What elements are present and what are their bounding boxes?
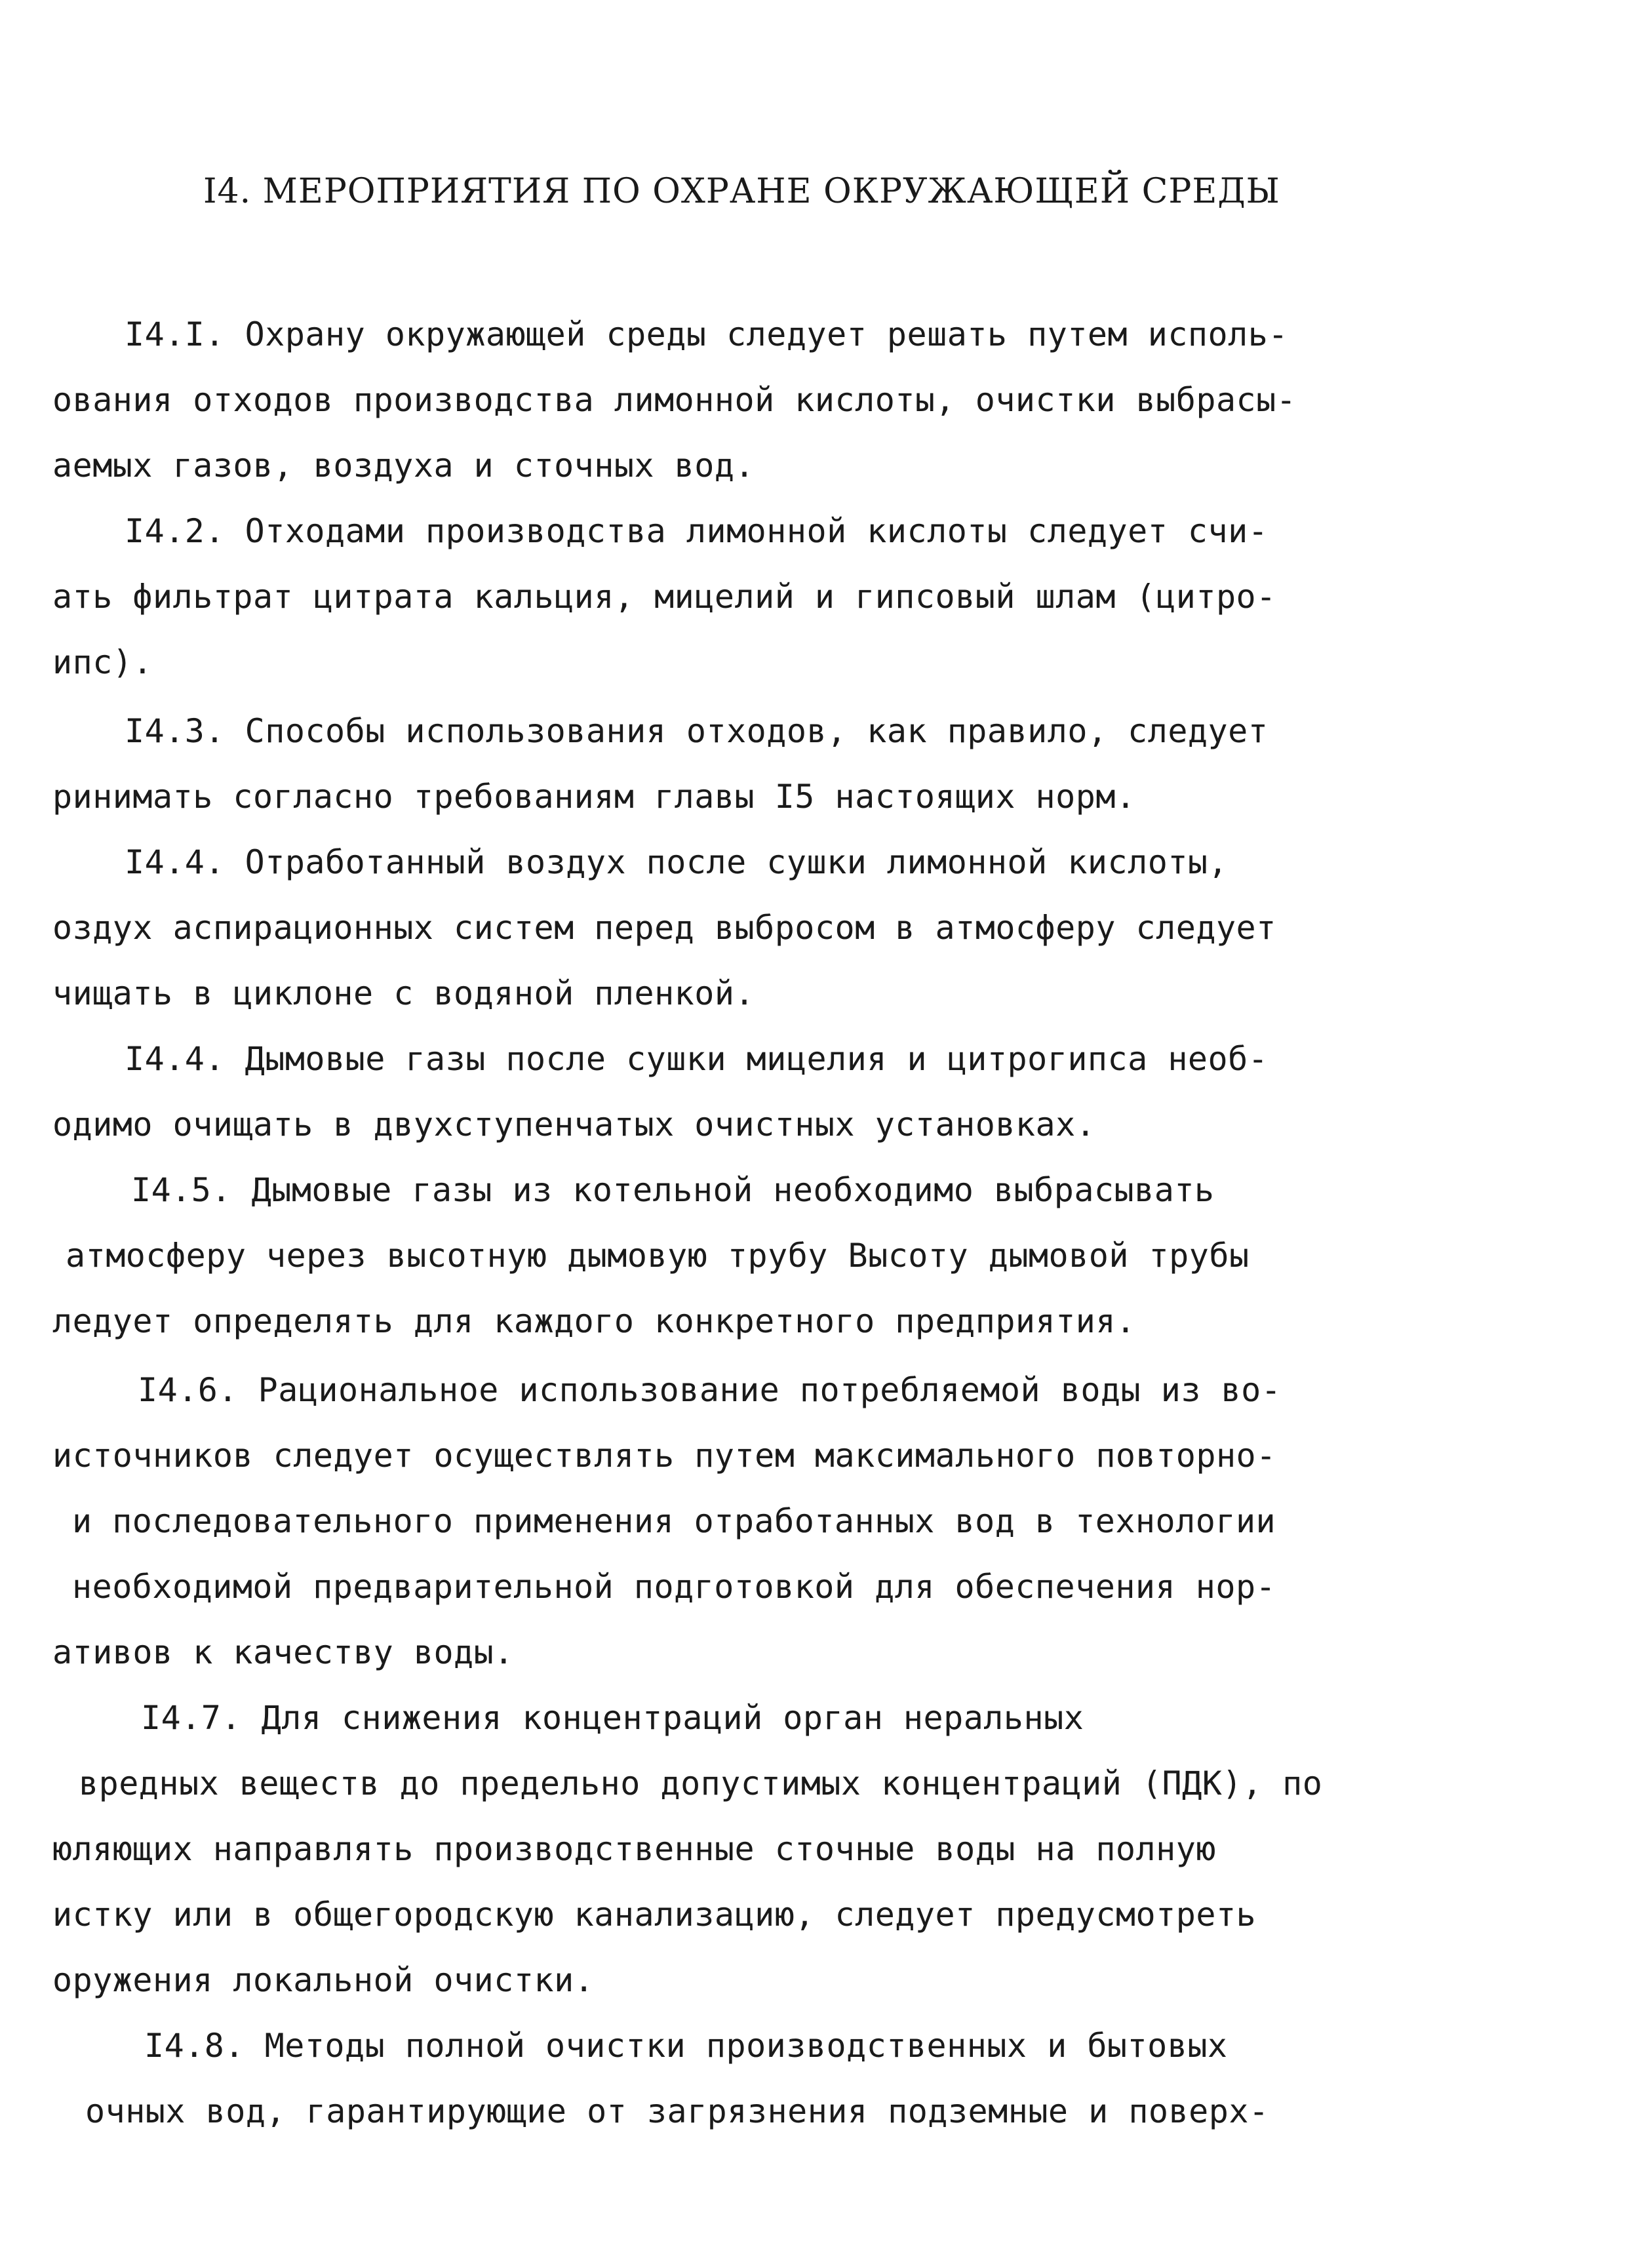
text-line: ования отходов производства лимонной кислоты, очистки выбрасы- xyxy=(52,381,1297,419)
text-line: источников следует осуществлять путем максимального повторно- xyxy=(52,1437,1276,1475)
text-line: ледует определять для каждого конкретного предприятия. xyxy=(52,1302,1136,1340)
text-line: ать фильтрат цитрата кальция, мицелий и гипсовый шлам (цитро- xyxy=(52,578,1276,616)
text-line: и последовательного применения отработанных вод в технологии xyxy=(72,1502,1276,1540)
text-line: ативов к качеству воды. xyxy=(52,1633,514,1671)
text-line: необходимой предварительной подготовкой для обеспечения нор- xyxy=(72,1568,1276,1606)
text-line: I4.I. Охрану окружающей среды следует решать путем исполь- xyxy=(125,315,1288,353)
text-line: I4.4. Дымовые газы после сушки мицелия и цитрогипса необ- xyxy=(125,1040,1269,1078)
text-line: I4.3. Способы использования отходов, как правило, следует xyxy=(125,712,1269,750)
text-line: оздух аспирационных систем перед выбросом в атмосферу следует xyxy=(52,909,1276,947)
section-heading: I4. МЕРОПРИЯТИЯ ПО ОХРАНЕ ОКРУЖАЮЩЕЙ СРЕДЫ xyxy=(203,172,1280,211)
text-line: ринимать согласно требованиям главы I5 настоящих норм. xyxy=(52,778,1136,816)
text-line: чищать в циклоне с водяной пленкой. xyxy=(52,974,755,1012)
text-line: I4.7. Для снижения концентраций орган неральных xyxy=(141,1699,1084,1737)
text-line: юляющих направлять производственные сточные воды на полную xyxy=(52,1830,1216,1868)
text-line: вредных веществ до предельно допустимых концентраций (ПДК), по xyxy=(79,1764,1323,1802)
text-line: I4.4. Отработанный воздух после сушки лимонной кислоты, xyxy=(125,843,1229,881)
text-line: ипс). xyxy=(52,643,153,681)
text-line: аемых газов, воздуха и сточных вод. xyxy=(52,447,755,485)
text-line: I4.8. Методы полной очистки производственных и бытовых xyxy=(144,2027,1228,2065)
text-line: одимо очищать в двухступенчатых очистных установках. xyxy=(52,1105,1096,1144)
text-line: очных вод, гарантирующие от загрязнения подземные и поверх- xyxy=(85,2092,1269,2130)
text-line: истку или в общегородскую канализацию, следует предусмотреть xyxy=(52,1896,1257,1934)
text-line: I4.5. Дымовые газы из котельной необходимо выбрасывать xyxy=(131,1171,1215,1209)
text-line: I4.6. Рациональное использование потребляемой воды из во- xyxy=(138,1371,1282,1409)
text-line: I4.2. Отходами производства лимонной кислоты следует счи- xyxy=(125,512,1269,550)
text-line: оружения локальной очистки. xyxy=(52,1961,595,1999)
text-line: атмосферу через высотную дымовую трубу Высоту дымовой трубы xyxy=(66,1237,1250,1275)
